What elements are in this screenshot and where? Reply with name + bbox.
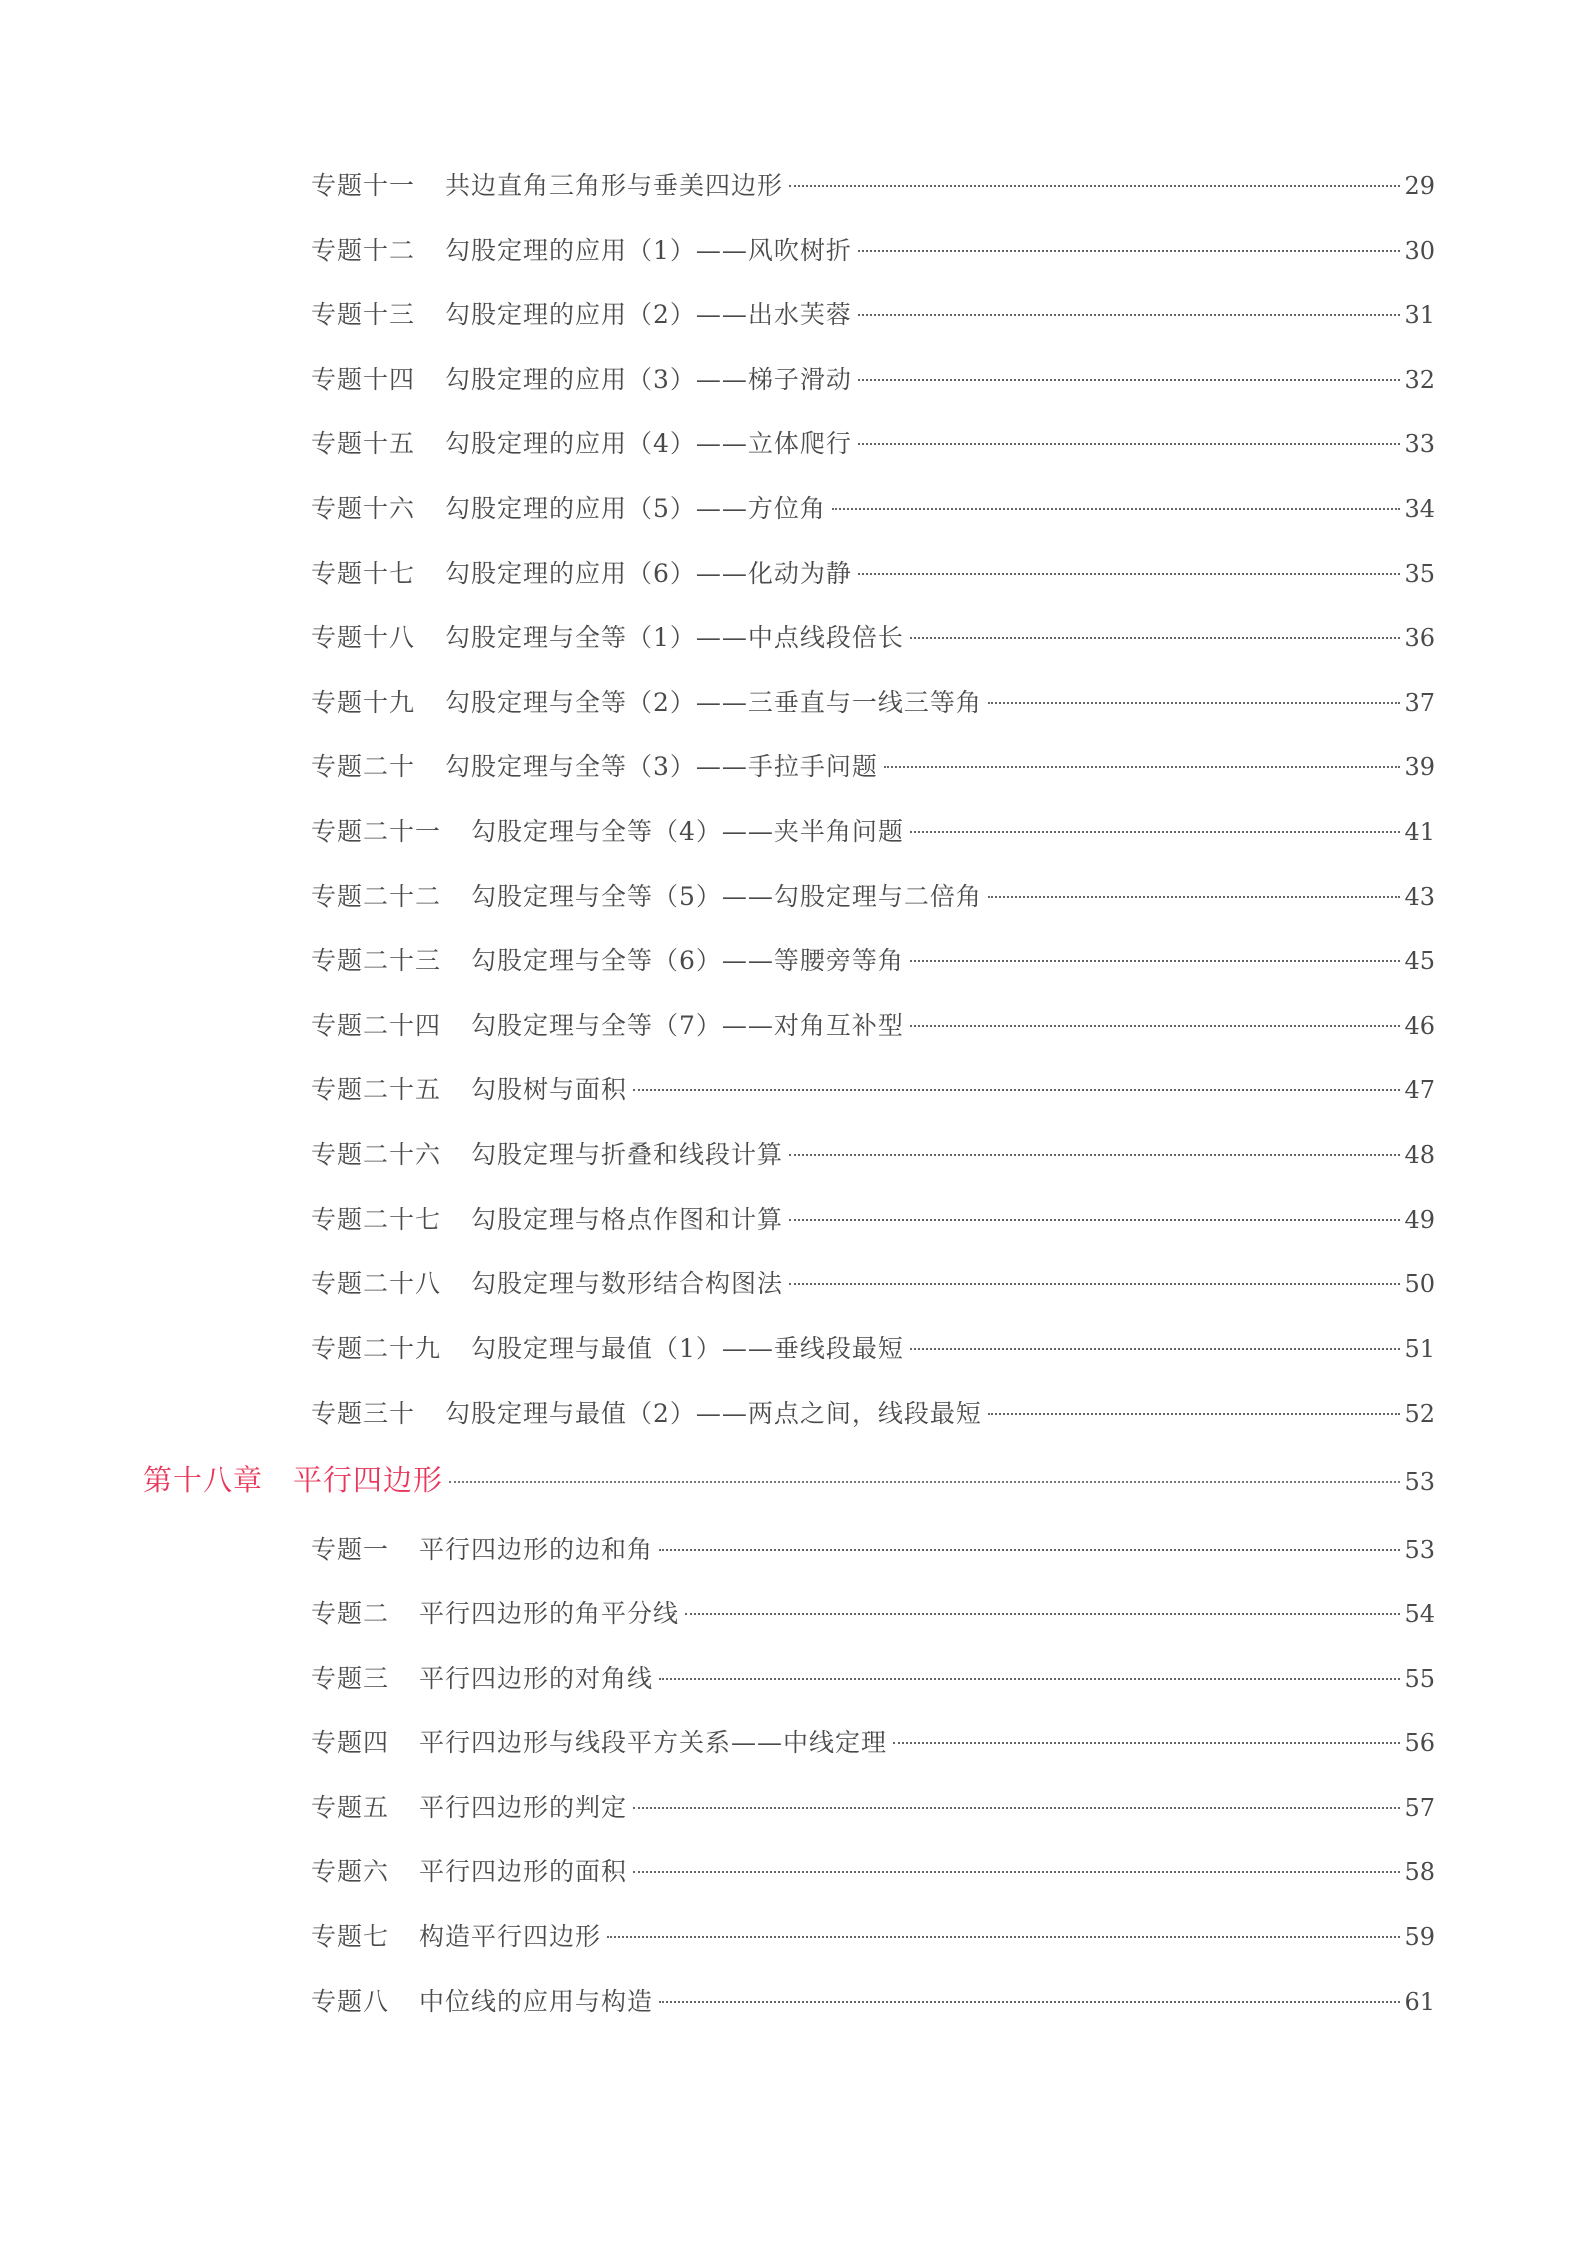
toc-entry[interactable] (311, 1659, 1435, 1699)
dot-leader (988, 896, 1401, 898)
topic-title: 勾股定理与全等（2）——三垂直与一线三等角 (445, 688, 982, 717)
topic-number: 专题十九 (311, 688, 416, 717)
topic-title: 勾股树与面积 (471, 1075, 628, 1104)
page-number: 33 (1404, 430, 1435, 458)
topic-number: 专题二十 (311, 752, 416, 781)
dot-leader (633, 1807, 1400, 1809)
page-number: 36 (1404, 624, 1435, 652)
dot-leader (858, 573, 1401, 575)
topic-number: 专题八 (311, 1987, 390, 2016)
topic-number: 专题一 (311, 1535, 390, 1564)
toc-entry[interactable] (311, 166, 1435, 206)
toc-entry[interactable] (311, 812, 1435, 852)
toc-entry[interactable] (311, 360, 1435, 400)
page-number: 35 (1404, 560, 1435, 588)
topic-title: 勾股定理与最值（2）——两点之间，线段最短 (445, 1399, 982, 1428)
dot-leader (988, 1413, 1401, 1415)
dot-leader (659, 1678, 1400, 1680)
topic-number: 专题二 (311, 1599, 390, 1628)
dot-leader (858, 314, 1401, 316)
page-number: 55 (1404, 1665, 1435, 1693)
toc-entry[interactable] (311, 683, 1435, 723)
topic-number: 专题二十八 (311, 1269, 442, 1298)
toc-entry[interactable] (311, 1982, 1435, 2022)
page-number: 29 (1404, 172, 1435, 200)
topic-title: 勾股定理的应用（5）——方位角 (445, 494, 826, 523)
page-number: 53 (1404, 1536, 1435, 1564)
toc-entry[interactable] (311, 231, 1435, 271)
toc-entry[interactable] (311, 1329, 1435, 1369)
page-number: 61 (1404, 1988, 1435, 2016)
dot-leader (910, 1348, 1401, 1350)
topic-number: 专题二十三 (311, 946, 442, 975)
topic-number: 专题十八 (311, 623, 416, 652)
topic-number: 专题十六 (311, 494, 416, 523)
topic-number: 专题二十五 (311, 1075, 442, 1104)
topic-title: 构造平行四边形 (419, 1922, 602, 1951)
chapter-title: 平行四边形 (293, 1463, 444, 1497)
topic-title: 勾股定理的应用（3）——梯子滑动 (445, 365, 852, 394)
page-number: 48 (1404, 1141, 1435, 1169)
page-number: 39 (1404, 753, 1435, 781)
topic-number: 专题六 (311, 1857, 390, 1886)
dot-leader (858, 379, 1401, 381)
page-number: 50 (1404, 1270, 1435, 1298)
dot-leader (789, 1283, 1400, 1285)
page-number: 57 (1404, 1794, 1435, 1822)
topic-number: 专题十七 (311, 559, 416, 588)
page-number: 45 (1404, 947, 1435, 975)
page-number: 49 (1404, 1206, 1435, 1234)
chapter-heading[interactable] (143, 1460, 1435, 1500)
toc-entry[interactable] (311, 1006, 1435, 1046)
topic-title: 勾股定理与全等（5）——勾股定理与二倍角 (471, 882, 982, 911)
page-number: 53 (1404, 1468, 1435, 1496)
dot-leader (910, 831, 1401, 833)
page-number: 59 (1404, 1923, 1435, 1951)
topic-number: 专题二十二 (311, 882, 442, 911)
page-number: 31 (1404, 301, 1435, 329)
topic-title: 勾股定理与数形结合构图法 (471, 1269, 784, 1298)
dot-leader (449, 1481, 1400, 1483)
topic-number: 专题二十四 (311, 1011, 442, 1040)
topic-title: 勾股定理与最值（1）——垂线段最短 (471, 1334, 904, 1363)
dot-leader (789, 185, 1400, 187)
toc-entry[interactable] (311, 1788, 1435, 1828)
topic-title: 中位线的应用与构造 (419, 1987, 654, 2016)
dot-leader (910, 1025, 1401, 1027)
dot-leader (893, 1742, 1400, 1744)
toc-entry[interactable] (311, 1264, 1435, 1304)
topic-title: 共边直角三角形与垂美四边形 (445, 171, 784, 200)
topic-number: 专题十一 (311, 171, 416, 200)
dot-leader (659, 2001, 1400, 2003)
page-number: 41 (1404, 818, 1435, 846)
topic-number: 专题二十六 (311, 1140, 442, 1169)
topic-number: 专题十二 (311, 236, 416, 265)
topic-title: 平行四边形的判定 (419, 1793, 628, 1822)
dot-leader (789, 1154, 1400, 1156)
dot-leader (884, 766, 1401, 768)
dot-leader (910, 637, 1401, 639)
dot-leader (685, 1613, 1400, 1615)
page-number: 43 (1404, 883, 1435, 911)
topic-title: 勾股定理的应用（4）——立体爬行 (445, 429, 852, 458)
dot-leader (633, 1871, 1400, 1873)
toc-entry[interactable] (311, 618, 1435, 658)
topic-title: 勾股定理与全等（4）——夹半角问题 (471, 817, 904, 846)
toc-entry[interactable] (311, 747, 1435, 787)
topic-number: 专题十四 (311, 365, 416, 394)
dot-leader (633, 1089, 1400, 1091)
page-number: 56 (1404, 1729, 1435, 1757)
topic-number: 专题七 (311, 1922, 390, 1951)
topic-number: 专题四 (311, 1728, 390, 1757)
topic-number: 专题二十九 (311, 1334, 442, 1363)
dot-leader (988, 702, 1401, 704)
toc-entry[interactable] (311, 1394, 1435, 1434)
chapter-number: 第十八章 (143, 1463, 264, 1497)
topic-number: 专题二十七 (311, 1205, 442, 1234)
page-number: 37 (1404, 689, 1435, 717)
toc-entry[interactable] (311, 554, 1435, 594)
toc-entry[interactable] (311, 1852, 1435, 1892)
toc-entry[interactable] (311, 1200, 1435, 1240)
topic-title: 平行四边形的面积 (419, 1857, 628, 1886)
topic-title: 平行四边形的对角线 (419, 1664, 654, 1693)
page-number: 47 (1404, 1076, 1435, 1104)
page-number: 51 (1404, 1335, 1435, 1363)
topic-title: 勾股定理与全等（1）——中点线段倍长 (445, 623, 904, 652)
dot-leader (858, 443, 1401, 445)
topic-title: 勾股定理与全等（6）——等腰旁等角 (471, 946, 904, 975)
page-number: 34 (1404, 495, 1435, 523)
topic-title: 平行四边形与线段平方关系——中线定理 (419, 1728, 888, 1757)
toc-entry[interactable] (311, 1135, 1435, 1175)
toc-entry[interactable] (311, 877, 1435, 917)
topic-title: 勾股定理的应用（2）——出水芙蓉 (445, 300, 852, 329)
topic-number: 专题三十 (311, 1399, 416, 1428)
toc-entry[interactable] (311, 1070, 1435, 1110)
page-number: 30 (1404, 237, 1435, 265)
topic-title: 勾股定理与全等（7）——对角互补型 (471, 1011, 904, 1040)
page-number: 58 (1404, 1858, 1435, 1886)
toc-entry[interactable] (311, 1594, 1435, 1634)
toc-entry[interactable] (311, 941, 1435, 981)
toc-entry[interactable] (311, 295, 1435, 335)
topic-number: 专题三 (311, 1664, 390, 1693)
dot-leader (607, 1936, 1400, 1938)
toc-entry[interactable] (311, 1917, 1435, 1957)
topic-number: 专题五 (311, 1793, 390, 1822)
topic-number: 专题十三 (311, 300, 416, 329)
topic-title: 勾股定理的应用（6）——化动为静 (445, 559, 852, 588)
dot-leader (659, 1549, 1400, 1551)
dot-leader (832, 508, 1401, 510)
dot-leader (910, 960, 1401, 962)
topic-title: 平行四边形的角平分线 (419, 1599, 680, 1628)
topic-title: 勾股定理的应用（1）——风吹树折 (445, 236, 852, 265)
topic-title: 勾股定理与全等（3）——手拉手问题 (445, 752, 878, 781)
toc-entry[interactable] (311, 489, 1435, 529)
topic-title: 勾股定理与格点作图和计算 (471, 1205, 784, 1234)
topic-title: 勾股定理与折叠和线段计算 (471, 1140, 784, 1169)
page-number: 32 (1404, 366, 1435, 394)
page-number: 52 (1404, 1400, 1435, 1428)
page-number: 46 (1404, 1012, 1435, 1040)
topic-title: 平行四边形的边和角 (419, 1535, 654, 1564)
toc-entry[interactable] (311, 1530, 1435, 1570)
topic-number: 专题十五 (311, 429, 416, 458)
toc-entry[interactable] (311, 424, 1435, 464)
page-number: 54 (1404, 1600, 1435, 1628)
dot-leader (858, 250, 1401, 252)
dot-leader (789, 1219, 1400, 1221)
topic-number: 专题二十一 (311, 817, 442, 846)
toc-entry[interactable] (311, 1723, 1435, 1763)
